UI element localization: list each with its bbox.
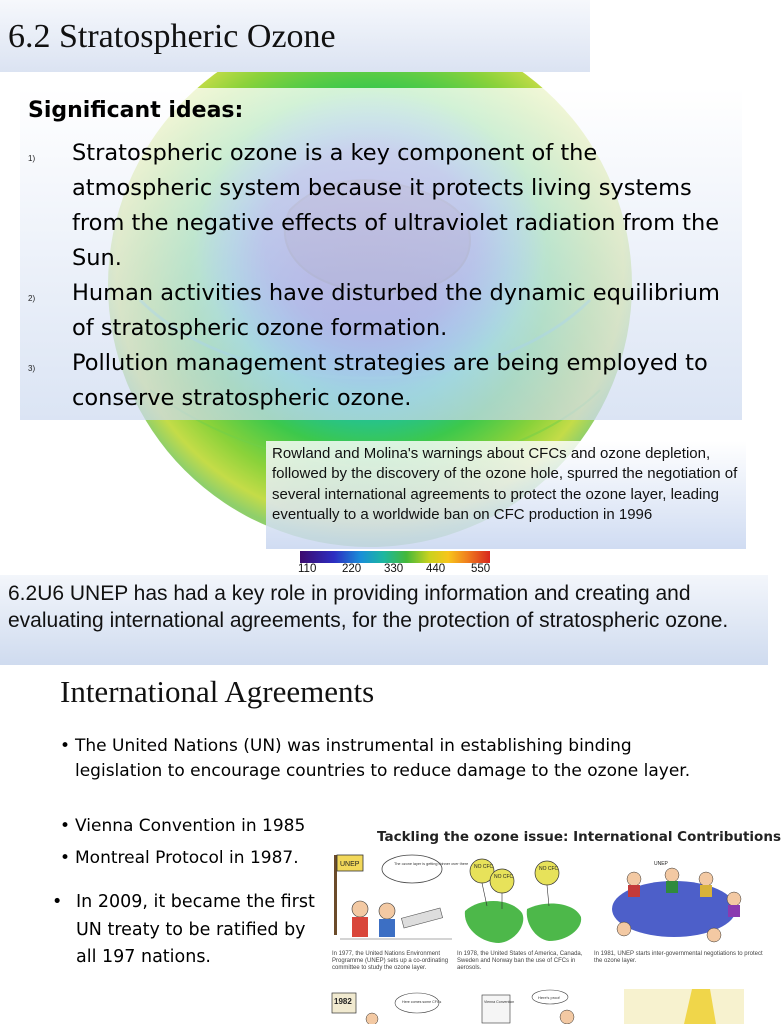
cfc-caption-box (266, 441, 746, 549)
slide-international-agreements (0, 667, 781, 1024)
bullet-text: Vienna Convention in 1985 (75, 816, 306, 836)
slide-unep-role (0, 575, 768, 665)
page-title: 6.2 Stratospheric Ozone (8, 18, 336, 55)
figure-caption: In 1981, UNEP starts inter-governmental negotiations to protect the ozone layer. (594, 951, 763, 964)
bullet-text: The United Nations (UN) was instrumental in establishing binding legislation to encourage countries to reduce damage to the ozone layer. (75, 736, 691, 781)
bullet-dot: • (60, 848, 71, 868)
figure-title: Tackling the ozone issue: International Contributions (377, 829, 781, 845)
speech-bubble-text: Here's proof (538, 995, 560, 1000)
idea-text: Human activities have disturbed the dynamic equilibrium of stratospheric ozone formation. (72, 280, 720, 341)
scale-label: 330 (384, 563, 404, 575)
significant-ideas-heading: Significant ideas: (28, 98, 244, 123)
label-unep: UNEP (654, 861, 668, 867)
figure-caption: In 1977, the United Nations Environment Programme (UNEP) sets up a co-ordinating committee to study the ozone layer. (332, 951, 449, 971)
bullet-dot: • (60, 816, 71, 836)
section-title: International Agreements (60, 674, 375, 709)
title-bar (0, 0, 590, 72)
label-1982: 1982 (334, 997, 352, 1006)
cartoon-unep-committee (332, 851, 469, 949)
international-contributions-figure (332, 827, 781, 1024)
idea-text: Pollution management strategies are being employed to conserve stratospheric ozone. (72, 350, 708, 411)
scale-label: 440 (426, 563, 446, 575)
scale-label: 550 (471, 563, 491, 575)
bullet-text: Montreal Protocol in 1987. (75, 848, 299, 868)
significant-ideas-box (20, 88, 742, 420)
label-no-cfc: NO CFC (474, 864, 494, 870)
idea-number: 3) (28, 364, 36, 373)
label-no-cfc: NO CFC (539, 866, 559, 872)
cartoon-bottom-row (332, 989, 768, 1024)
label-unep: UNEP (340, 861, 360, 868)
bullet-item (52, 889, 322, 972)
bullet-item (60, 734, 700, 783)
bullet-item (60, 846, 340, 871)
label-no-cfc: NO CFC (494, 874, 514, 880)
scale-label: 110 (298, 563, 317, 575)
unep-statement: 6.2U6 UNEP has had a key role in providing information and creating and evaluating international agreements, for the protection of stratospheric ozone. (8, 582, 729, 632)
speech-bubble-text: Here comes some CFCs (402, 1000, 442, 1004)
cartoon-cfc-ban (457, 851, 589, 949)
ozone-color-scale (300, 551, 490, 563)
idea-text: Stratospheric ozone is a key component of the atmospheric system because it protects living systems from the negative effects of ultraviolet radiation from the Sun. (72, 140, 720, 271)
figure-caption: In 1978, the United States of America, Canada, Sweden and Norway ban the use of CFCs in aerosols. (457, 951, 583, 971)
sign-text: Vienna Convention (484, 1000, 515, 1004)
bullet-dot: • (60, 736, 71, 756)
idea-number: 1) (28, 154, 36, 163)
scale-label: 220 (342, 563, 362, 575)
idea-number: 2) (28, 294, 36, 303)
bullet-text: In 2009, it became the first UN treaty to be ratified by all 197 nations. (76, 892, 315, 967)
speech-bubble-text: The ozone layer is getting thinner over there (394, 862, 469, 866)
cartoon-negotiations (594, 851, 768, 949)
cfc-caption: Rowland and Molina's warnings about CFCs and ozone depletion, followed by the discovery of the ozone hole, spurred the negotiation of several international agreements to protect the ozone layer, leading eventually to a worldwide ban on CFC production in 1996 (272, 445, 738, 524)
bullet-dot: • (52, 892, 63, 912)
bullet-item (60, 814, 340, 839)
